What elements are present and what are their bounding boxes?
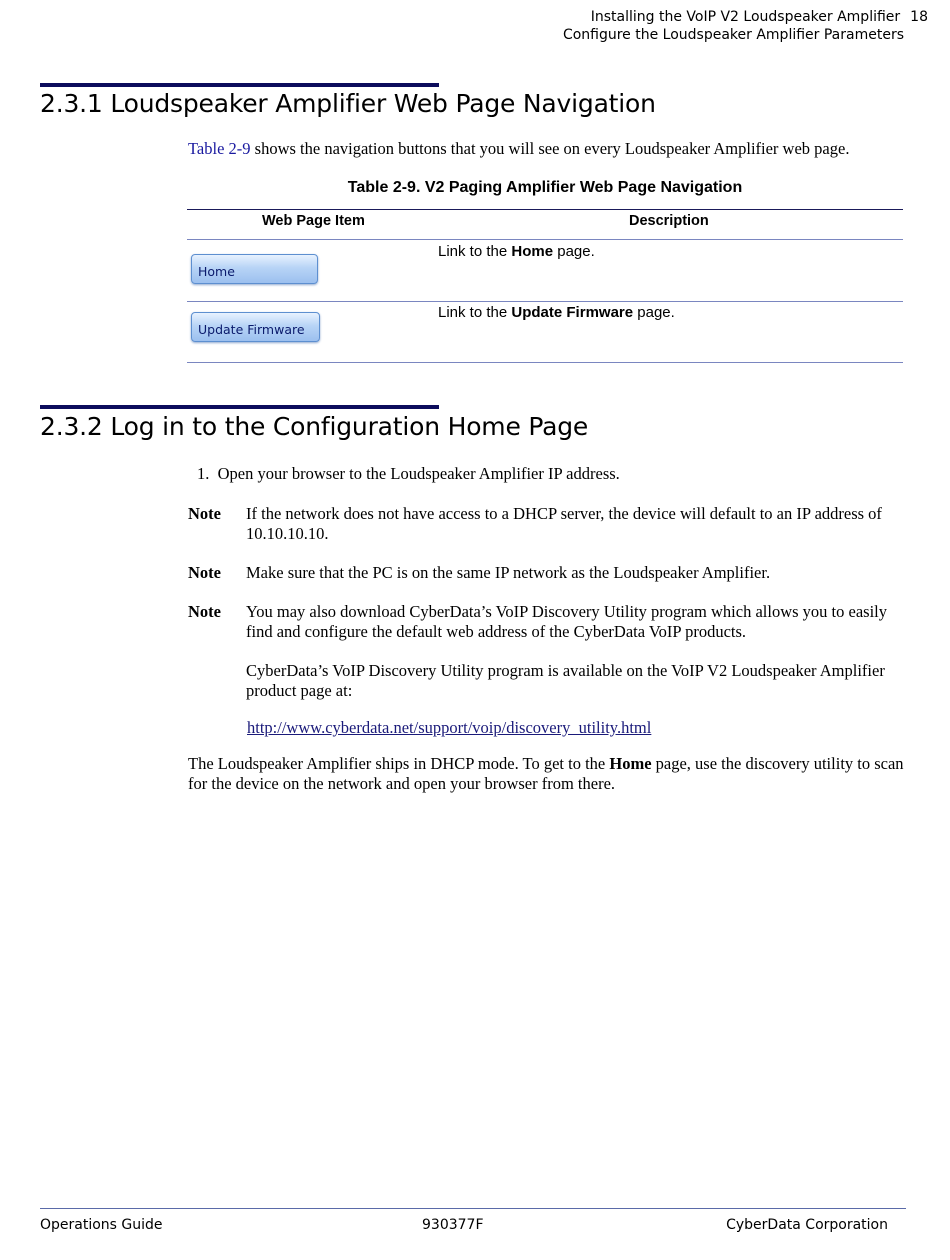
table-bottom-rule xyxy=(187,362,903,363)
closing-text: page, use the discovery utility to scan for the device on the network and open your browser from there. xyxy=(188,754,904,793)
header-chapter-title: Installing the VoIP V2 Loudspeaker Amplifier xyxy=(590,9,901,25)
section-rule xyxy=(40,405,439,409)
note-discovery-availability: CyberData’s VoIP Discovery Utility program is available on the VoIP V2 Loudspeaker Amplifier product page at: xyxy=(246,661,885,700)
note-discovery-utility: You may also download CyberData’s VoIP Discovery Utility program which allows you to easily find and configure the default web address of the CyberData VoIP products. xyxy=(246,602,887,641)
intro-paragraph xyxy=(188,139,908,159)
desc-bold: Update Firmware xyxy=(511,304,634,321)
table-header-rule xyxy=(187,239,903,240)
step-1 xyxy=(197,464,620,484)
note-label: Note xyxy=(188,504,221,523)
note-label: Note xyxy=(188,563,221,582)
column-header-description: Description xyxy=(629,213,709,229)
desc-text: page. xyxy=(553,243,595,260)
closing-bold: Home xyxy=(609,754,652,773)
footer-center: 930377F xyxy=(422,1217,484,1233)
table-caption: Table 2-9. V2 Paging Amplifier Web Page Navigation xyxy=(347,179,743,196)
desc-bold: Home xyxy=(511,243,554,260)
note-same-network: Make sure that the PC is on the same IP network as the Loudspeaker Amplifier. xyxy=(246,563,771,582)
note-label: Note xyxy=(188,602,221,621)
table-reference-link[interactable]: Table 2-9 xyxy=(188,139,251,158)
section-heading-login: 2.3.2 Log in to the Configuration Home Page xyxy=(40,412,589,441)
desc-text: Link to the xyxy=(438,243,512,260)
table-row-rule xyxy=(187,301,903,302)
footer-right: CyberData Corporation xyxy=(726,1217,888,1233)
desc-text: Link to the xyxy=(438,304,512,321)
update-firmware-nav-button[interactable]: Update Firmware xyxy=(191,312,320,342)
discovery-utility-link[interactable]: http://www.cyberdata.net/support/voip/discovery_utility.html xyxy=(247,718,652,737)
home-nav-button[interactable]: Home xyxy=(191,254,318,284)
closing-paragraph xyxy=(188,754,908,794)
home-description xyxy=(438,243,595,260)
step-text: Open your browser to the Loudspeaker Amplifier IP address. xyxy=(217,464,620,483)
running-header-section: Configure the Loudspeaker Amplifier Parameters xyxy=(562,27,904,43)
note-dhcp: If the network does not have access to a DHCP server, the device will default to an IP address of 10.10.10.10. xyxy=(246,504,882,543)
desc-text: page. xyxy=(633,304,675,321)
column-header-item: Web Page Item xyxy=(262,213,365,229)
section-rule xyxy=(40,83,439,87)
footer-left: Operations Guide xyxy=(40,1217,163,1233)
closing-text: The Loudspeaker Amplifier ships in DHCP mode. To get to the xyxy=(188,754,610,773)
running-header-chapter xyxy=(591,9,928,25)
page-number: 18 xyxy=(910,9,928,25)
table-top-rule xyxy=(187,209,903,210)
update-firmware-description xyxy=(438,304,675,321)
section-heading-navigation: 2.3.1 Loudspeaker Amplifier Web Page Navigation xyxy=(40,89,656,118)
footer-rule xyxy=(40,1208,906,1209)
step-number: 1. xyxy=(197,464,210,483)
intro-text: shows the navigation buttons that you will see on every Loudspeaker Amplifier web page. xyxy=(250,139,850,158)
